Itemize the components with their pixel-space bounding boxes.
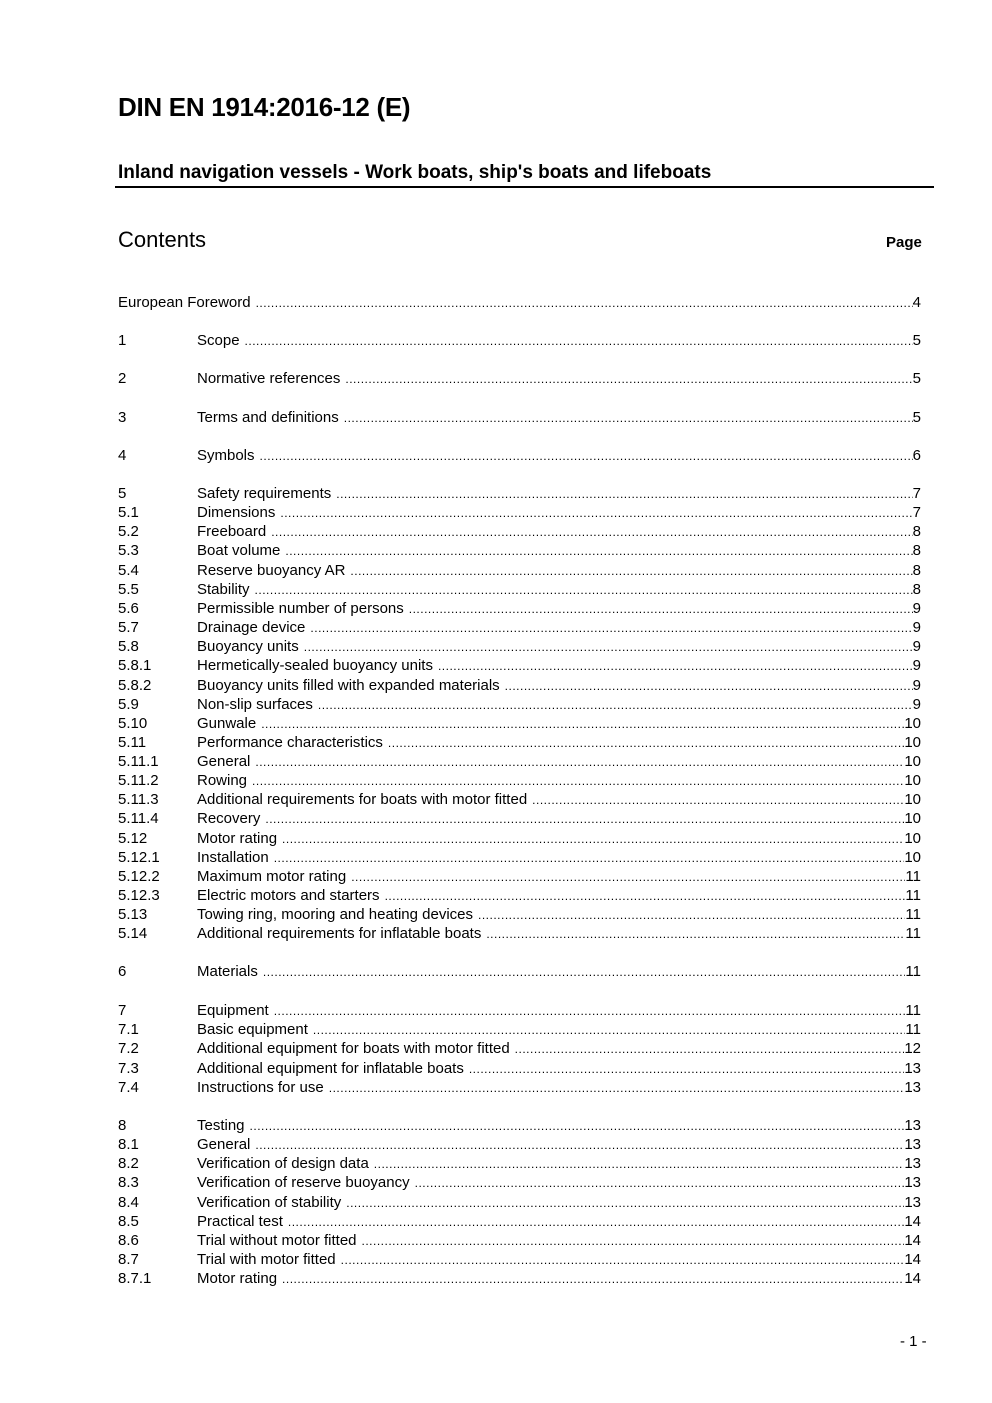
toc-entry-page: 11 <box>905 1002 921 1019</box>
toc-dot-leader <box>261 715 904 734</box>
toc-dot-leader <box>260 447 913 466</box>
toc-dot-leader <box>255 753 904 772</box>
toc-entry-number: 3 <box>118 409 127 426</box>
footer-page-number: - 1 - <box>900 1333 927 1350</box>
toc-dot-leader <box>255 1136 904 1155</box>
toc-entry-page: 11 <box>905 868 921 885</box>
toc-entry[interactable] <box>118 1135 921 1154</box>
toc-dot-leader <box>351 868 905 887</box>
toc-entry-title: Normative references <box>197 370 341 387</box>
document-subtitle: Inland navigation vessels - Work boats, ship's boats and lifeboats <box>118 162 712 183</box>
toc-dot-leader <box>255 581 913 600</box>
toc-entry-page: 10 <box>904 810 921 827</box>
toc-dot-leader <box>304 638 913 657</box>
toc-entry-title: Installation <box>197 849 269 866</box>
toc-entry-page: 12 <box>904 1040 921 1057</box>
toc-entry[interactable] <box>118 1020 921 1039</box>
toc-entry-page: 10 <box>904 791 921 808</box>
toc-entry-number: 5.1 <box>118 504 139 521</box>
toc-entry-page: 14 <box>904 1213 921 1230</box>
toc-entry-number: 5.13 <box>118 906 148 923</box>
toc-entry-number: 5.11.3 <box>118 791 159 808</box>
toc-entry[interactable] <box>118 905 921 924</box>
toc-entry-number: 7 <box>118 1002 127 1019</box>
toc-dot-leader <box>263 963 906 982</box>
toc-entry-title: Verification of design data <box>197 1155 369 1172</box>
toc-entry-page: 9 <box>912 600 921 617</box>
toc-entry-number: 5.12 <box>118 830 148 847</box>
toc-dot-leader <box>438 657 913 676</box>
toc-entry-number: 5.12.2 <box>118 868 160 885</box>
toc-entry-title: Additional equipment for boats with motor fitted <box>197 1040 510 1057</box>
toc-entry-number: 7.2 <box>118 1040 139 1057</box>
toc-entry[interactable] <box>118 446 921 465</box>
toc-entry-page: 11 <box>905 887 921 904</box>
toc-entry[interactable] <box>118 1059 921 1078</box>
toc-entry-page: 4 <box>912 294 921 311</box>
toc-entry-title: Maximum motor rating <box>197 868 347 885</box>
toc-entry-title: Dimensions <box>197 504 276 521</box>
toc-entry[interactable] <box>118 561 921 580</box>
toc-dot-leader <box>515 1040 905 1059</box>
toc-dot-leader <box>288 1213 904 1232</box>
toc-dot-leader <box>256 294 913 313</box>
toc-entry-page: 13 <box>904 1060 921 1077</box>
toc-entry-page: 10 <box>904 715 921 732</box>
toc-entry-page: 9 <box>912 657 921 674</box>
toc-entry-number: 5.11.2 <box>118 772 159 789</box>
toc-entry-page: 10 <box>904 830 921 847</box>
toc-entry[interactable] <box>118 656 921 675</box>
toc-dot-leader <box>285 542 912 561</box>
toc-entry-page: 13 <box>904 1174 921 1191</box>
toc-entry-title: Hermetically-sealed buoyancy units <box>197 657 433 674</box>
toc-entry[interactable] <box>118 733 921 752</box>
toc-entry-number: 8.2 <box>118 1155 139 1172</box>
toc-entry-page: 10 <box>904 849 921 866</box>
toc-entry-title: Reserve buoyancy AR <box>197 562 346 579</box>
toc-entry-number: 5.10 <box>118 715 148 732</box>
toc-entry[interactable] <box>118 886 921 905</box>
toc-dot-leader <box>341 1251 905 1270</box>
toc-entry[interactable] <box>118 331 921 350</box>
toc-entry-title: Verification of reserve buoyancy <box>197 1174 410 1191</box>
toc-entry[interactable] <box>118 676 921 695</box>
toc-entry-number: 5.11 <box>118 734 147 751</box>
toc-entry-number: 5.8 <box>118 638 139 655</box>
toc-dot-leader <box>313 1021 906 1040</box>
toc-entry-number: 8.1 <box>118 1136 139 1153</box>
toc-entry-title: Additional equipment for inflatable boats <box>197 1060 464 1077</box>
toc-dot-leader <box>409 600 913 619</box>
toc-entry-title: Symbols <box>197 447 255 464</box>
toc-entry-number: 7.3 <box>118 1060 139 1077</box>
toc-entry[interactable] <box>118 962 921 981</box>
toc-entry[interactable] <box>118 293 921 312</box>
toc-entry[interactable] <box>118 867 921 886</box>
toc-dot-leader <box>329 1079 905 1098</box>
toc-entry-number: 5.4 <box>118 562 139 579</box>
toc-entry-title: Scope <box>197 332 240 349</box>
toc-entry-title: Materials <box>197 963 258 980</box>
toc-entry-page: 13 <box>904 1155 921 1172</box>
toc-entry-title: Terms and definitions <box>197 409 339 426</box>
toc-entry-title: European Foreword <box>118 294 251 311</box>
toc-entry-number: 8.5 <box>118 1213 139 1230</box>
toc-entry-title: Recovery <box>197 810 261 827</box>
toc-entry[interactable] <box>118 771 921 790</box>
toc-entry-title: Equipment <box>197 1002 269 1019</box>
toc-entry-title: Safety requirements <box>197 485 332 502</box>
toc-entry-page: 8 <box>912 562 921 579</box>
toc-entry-title: Freeboard <box>197 523 267 540</box>
toc-entry-number: 5.11.4 <box>118 810 159 827</box>
toc-entry-number: 8.4 <box>118 1194 139 1211</box>
toc-dot-leader <box>271 523 912 542</box>
toc-entry-page: 5 <box>912 409 921 426</box>
toc-entry-page: 8 <box>912 581 921 598</box>
toc-entry-page: 14 <box>904 1232 921 1249</box>
toc-entry-number: 5.11.1 <box>118 753 159 770</box>
toc-entry[interactable] <box>118 1116 921 1135</box>
toc-dot-leader <box>310 619 912 638</box>
toc-entry-page: 5 <box>912 370 921 387</box>
toc-entry-number: 1 <box>118 332 127 349</box>
contents-heading: Contents <box>118 227 207 252</box>
toc-entry-page: 5 <box>912 332 921 349</box>
toc-entry-title: Trial with motor fitted <box>197 1251 336 1268</box>
toc-entry[interactable] <box>118 408 921 427</box>
toc-entry-title: Testing <box>197 1117 245 1134</box>
toc-entry[interactable] <box>118 1193 921 1212</box>
toc-entry-number: 2 <box>118 370 127 387</box>
toc-dot-leader <box>350 562 912 581</box>
toc-entry-number: 4 <box>118 447 127 464</box>
document-title: DIN EN 1914:2016-12 (E) <box>118 92 411 122</box>
toc-entry-title: Verification of stability <box>197 1194 342 1211</box>
toc-entry-title: General <box>197 753 251 770</box>
toc-dot-leader <box>532 791 904 810</box>
toc-entry[interactable] <box>118 522 921 541</box>
toc-dot-leader <box>478 906 905 925</box>
toc-dot-leader <box>505 677 913 696</box>
toc-entry-number: 5.7 <box>118 619 139 636</box>
toc-entry[interactable] <box>118 1269 921 1288</box>
toc-entry-title: Motor rating <box>197 1270 278 1287</box>
page-column-heading: Page <box>886 234 922 251</box>
toc-entry-page: 11 <box>905 925 921 942</box>
toc-dot-leader <box>282 1270 904 1289</box>
toc-dot-leader <box>245 332 913 351</box>
toc-entry[interactable] <box>118 1039 921 1058</box>
toc-dot-leader <box>250 1117 905 1136</box>
toc-dot-leader <box>318 696 913 715</box>
toc-entry-page: 11 <box>905 963 921 980</box>
toc-entry[interactable] <box>118 503 921 522</box>
toc-dot-leader <box>274 849 905 868</box>
toc-entry-number: 5.5 <box>118 581 139 598</box>
toc-entry-title: Instructions for use <box>197 1079 324 1096</box>
toc-entry-page: 9 <box>912 619 921 636</box>
toc-entry[interactable] <box>118 752 921 771</box>
toc-entry-page: 13 <box>904 1079 921 1096</box>
toc-entry-number: 7.4 <box>118 1079 139 1096</box>
toc-dot-leader <box>345 370 912 389</box>
toc-dot-leader <box>374 1155 905 1174</box>
toc-entry-number: 5.2 <box>118 523 139 540</box>
toc-entry[interactable] <box>118 1154 921 1173</box>
toc-entry[interactable] <box>118 1078 921 1097</box>
toc-dot-leader <box>265 810 904 829</box>
toc-entry[interactable] <box>118 695 921 714</box>
toc-entry-title: Motor rating <box>197 830 278 847</box>
toc-dot-leader <box>336 485 912 504</box>
toc-entry-title: Drainage device <box>197 619 306 636</box>
toc-entry-title: Non-slip surfaces <box>197 696 313 713</box>
toc-entry[interactable] <box>118 618 921 637</box>
toc-entry-number: 5 <box>118 485 127 502</box>
toc-entry-page: 11 <box>905 1021 921 1038</box>
toc-dot-leader <box>388 734 904 753</box>
toc-entry[interactable] <box>118 580 921 599</box>
toc-entry[interactable] <box>118 1212 921 1231</box>
toc-entry-number: 6 <box>118 963 127 980</box>
toc-entry-number: 5.6 <box>118 600 139 617</box>
toc-dot-leader <box>469 1060 904 1079</box>
toc-entry-title: Additional requirements for inflatable boats <box>197 925 482 942</box>
toc-entry-page: 13 <box>904 1136 921 1153</box>
toc-entry-title: Boat volume <box>197 542 281 559</box>
toc-entry-number: 8 <box>118 1117 127 1134</box>
toc-entry-number: 5.3 <box>118 542 139 559</box>
toc-entry-title: Practical test <box>197 1213 283 1230</box>
toc-entry-title: Stability <box>197 581 250 598</box>
toc-entry-page: 9 <box>912 638 921 655</box>
toc-entry[interactable] <box>118 714 921 733</box>
toc-entry-title: Buoyancy units <box>197 638 299 655</box>
toc-entry-number: 5.12.1 <box>118 849 160 866</box>
table-of-contents <box>118 0 921 1403</box>
toc-entry-page: 7 <box>912 504 921 521</box>
toc-entry[interactable] <box>118 790 921 809</box>
toc-entry-title: Electric motors and starters <box>197 887 380 904</box>
toc-entry-page: 8 <box>912 542 921 559</box>
toc-entry-number: 5.8.2 <box>118 677 152 694</box>
toc-entry-page: 9 <box>912 696 921 713</box>
toc-entry[interactable] <box>118 541 921 560</box>
toc-entry-number: 5.9 <box>118 696 139 713</box>
toc-entry-page: 14 <box>904 1251 921 1268</box>
toc-dot-leader <box>280 504 912 523</box>
toc-entry[interactable] <box>118 1250 921 1269</box>
toc-entry-page: 10 <box>904 772 921 789</box>
toc-entry-title: Additional requirements for boats with motor fitted <box>197 791 528 808</box>
toc-entry-number: 8.7.1 <box>118 1270 152 1287</box>
toc-entry[interactable] <box>118 484 921 503</box>
toc-entry[interactable] <box>118 924 921 943</box>
toc-entry-page: 11 <box>905 906 921 923</box>
toc-entry[interactable] <box>118 829 921 848</box>
toc-entry-page: 10 <box>904 734 921 751</box>
toc-entry-page: 13 <box>904 1117 921 1134</box>
toc-entry-page: 8 <box>912 523 921 540</box>
toc-entry-title: Performance characteristics <box>197 734 383 751</box>
toc-entry-title: Buoyancy units filled with expanded materials <box>197 677 500 694</box>
toc-dot-leader <box>385 887 906 906</box>
toc-entry-number: 5.12.3 <box>118 887 160 904</box>
toc-entry-title: Gunwale <box>197 715 257 732</box>
toc-dot-leader <box>415 1174 905 1193</box>
toc-entry-title: Rowing <box>197 772 248 789</box>
toc-entry-page: 6 <box>912 447 921 464</box>
toc-entry[interactable] <box>118 369 921 388</box>
toc-entry[interactable] <box>118 1231 921 1250</box>
toc-entry-number: 8.6 <box>118 1232 139 1249</box>
toc-dot-leader <box>362 1232 905 1251</box>
toc-entry-page: 10 <box>904 753 921 770</box>
toc-entry[interactable] <box>118 1001 921 1020</box>
toc-entry-title: General <box>197 1136 251 1153</box>
toc-entry-number: 8.3 <box>118 1174 139 1191</box>
toc-dot-leader <box>344 409 913 428</box>
toc-dot-leader <box>346 1194 904 1213</box>
toc-entry-number: 5.8.1 <box>118 657 152 674</box>
toc-entry[interactable] <box>118 848 921 867</box>
toc-entry-number: 7.1 <box>118 1021 139 1038</box>
toc-entry-page: 9 <box>912 677 921 694</box>
toc-entry[interactable] <box>118 599 921 618</box>
toc-entry-title: Trial without motor fitted <box>197 1232 357 1249</box>
toc-entry-page: 14 <box>904 1270 921 1287</box>
toc-entry-page: 13 <box>904 1194 921 1211</box>
toc-entry-title: Permissible number of persons <box>197 600 404 617</box>
toc-entry-title: Towing ring, mooring and heating devices <box>197 906 473 923</box>
toc-entry-number: 8.7 <box>118 1251 139 1268</box>
toc-entry-title: Basic equipment <box>197 1021 308 1038</box>
toc-dot-leader <box>486 925 905 944</box>
toc-entry[interactable] <box>118 637 921 656</box>
toc-entry-page: 7 <box>912 485 921 502</box>
toc-dot-leader <box>282 830 904 849</box>
toc-entry[interactable] <box>118 809 921 828</box>
toc-entry-number: 5.14 <box>118 925 148 942</box>
toc-dot-leader <box>274 1002 906 1021</box>
toc-dot-leader <box>252 772 904 791</box>
toc-entry[interactable] <box>118 1173 921 1192</box>
